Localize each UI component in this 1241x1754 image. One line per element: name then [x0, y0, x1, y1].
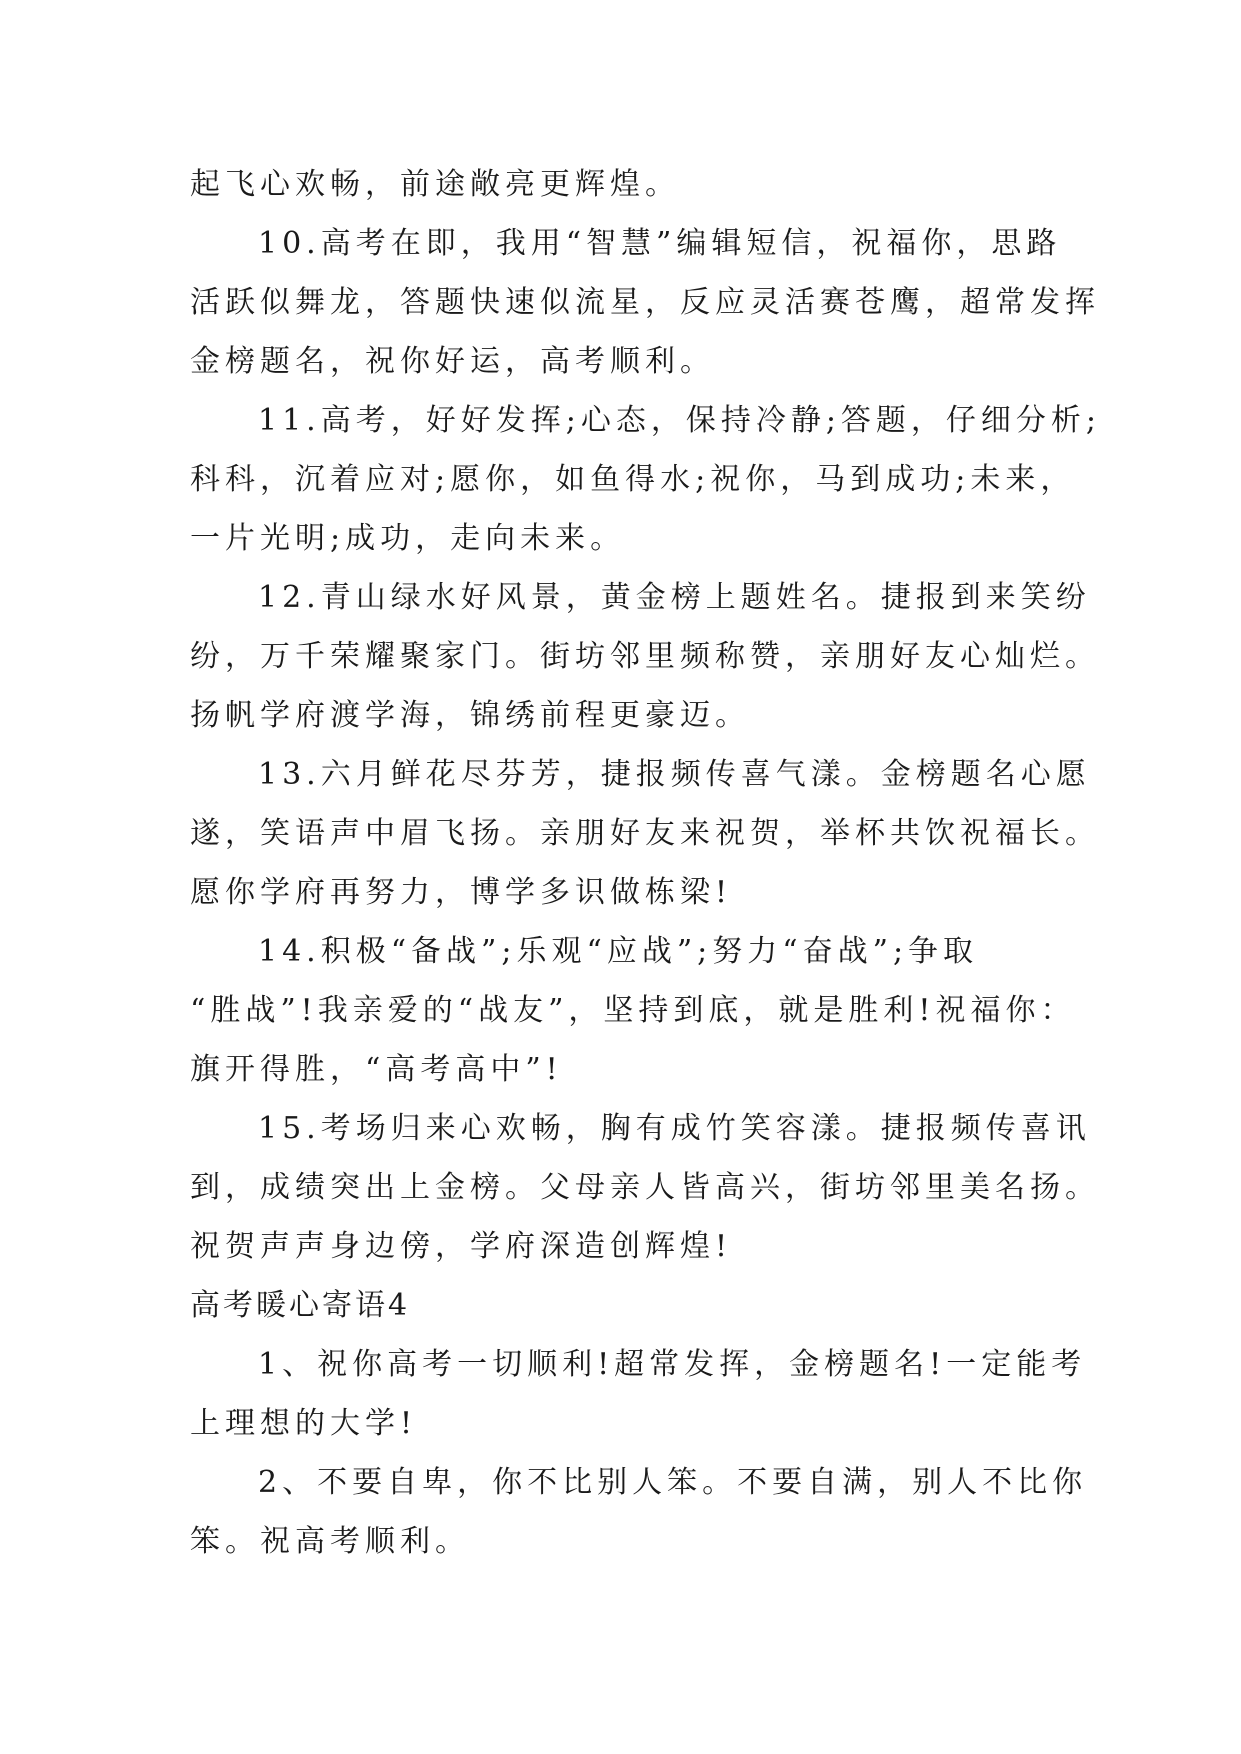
paragraph-continuation — [190, 155, 1060, 214]
text-line: 10.高考在即，我用“智慧”编辑短信，祝福你，思路 — [258, 226, 1062, 261]
paragraph-item-15 — [190, 1099, 1100, 1276]
text-line: 旗开得胜，“高考高中”! — [190, 1052, 563, 1087]
text-line: 扬帆学府渡学海，锦绣前程更豪迈。 — [190, 698, 750, 733]
text-line: 愿你学府再努力，博学多识做栋梁! — [190, 875, 733, 910]
text-line: 1、祝你高考一切顺利!超常发挥，金榜题名!一定能考 — [258, 1347, 1087, 1382]
document-page — [190, 155, 1102, 1571]
section-paragraph-2 — [190, 1453, 1088, 1571]
text-line: 金榜题名，祝你好运，高考顺利。 — [190, 344, 715, 379]
text-line: 14.积极“备战”;乐观“应战”;努力“奋战”;争取 — [258, 934, 979, 969]
section-heading: 高考暖心寄语4 — [190, 1288, 411, 1323]
text-line: 12.青山绿水好风景，黄金榜上题姓名。捷报到来笑纷 — [258, 580, 1091, 615]
text-line: 上理想的大学! — [190, 1406, 418, 1441]
section-paragraph-1 — [190, 1335, 1087, 1453]
text-line: 笨。祝高考顺利。 — [190, 1524, 470, 1559]
text-line: 一片光明;成功，走向未来。 — [190, 521, 626, 556]
text-line: 遂，笑语声中眉飞扬。亲朋好友来祝贺，举杯共饮祝福长。 — [190, 816, 1100, 851]
text-line: 祝贺声声身边傍，学府深造创辉煌! — [190, 1229, 733, 1264]
text-line: 活跃似舞龙，答题快速似流星，反应灵活赛苍鹰，超常发挥 — [190, 285, 1100, 320]
text-line: 2、不要自卑，你不比别人笨。不要自满，别人不比你 — [258, 1465, 1088, 1500]
paragraph-item-10 — [190, 214, 1100, 391]
paragraph-item-12 — [190, 568, 1100, 745]
text-line: 11.高考，好好发挥;心态，保持冷静;答题，仔细分析; — [258, 403, 1102, 438]
paragraph-item-13 — [190, 745, 1100, 922]
text-line: 起飞心欢畅，前途敞亮更辉煌。 — [190, 167, 680, 202]
text-line: 到，成绩突出上金榜。父母亲人皆高兴，街坊邻里美名扬。 — [190, 1170, 1100, 1205]
paragraph-item-11 — [190, 391, 1102, 568]
paragraph-item-14 — [190, 922, 1076, 1099]
text-line: 15.考场归来心欢畅，胸有成竹笑容漾。捷报频传喜讯 — [258, 1111, 1091, 1146]
text-line: 科科，沉着应对;愿你，如鱼得水;祝你，马到成功;未来， — [190, 462, 1076, 497]
text-line: 纷，万千荣耀聚家门。街坊邻里频称赞，亲朋好友心灿烂。 — [190, 639, 1100, 674]
text-line: “胜战”!我亲爱的“战友”，坚持到底，就是胜利!祝福你： — [190, 993, 1076, 1028]
text-line: 13.六月鲜花尽芬芳，捷报频传喜气漾。金榜题名心愿 — [258, 757, 1091, 792]
